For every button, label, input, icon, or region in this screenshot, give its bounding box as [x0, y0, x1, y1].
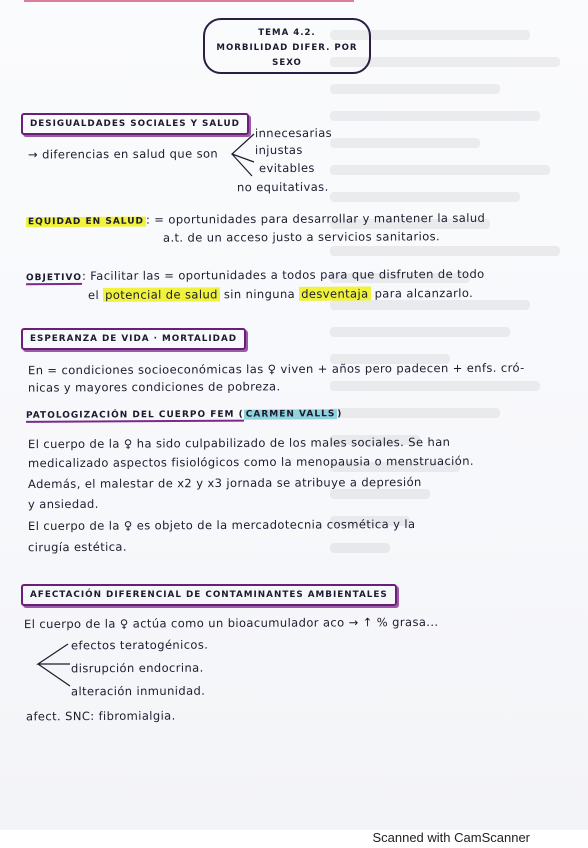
branch-lines-icon	[24, 640, 74, 700]
objetivo-line-2-c: sin ninguna	[219, 286, 300, 302]
equidad-line-1: : = oportunidades para desarrollar y mantener la salud	[145, 210, 486, 227]
heading-patologizacion	[26, 409, 342, 421]
s2-line-2: nicas y mayores condiciones de pobreza.	[27, 379, 281, 395]
pat-line-5: El cuerpo de la ♀ es objeto de la mercadotecnia cosmética y la	[27, 516, 416, 534]
objetivo-term: OBJETIVO	[25, 272, 82, 284]
equidad-paragraph	[26, 211, 485, 227]
s3-line-1: El cuerpo de la ♀ actúa como un bioacumulador aco → ↑ % grasa...	[23, 614, 439, 632]
s1-branch-3: evitables	[258, 160, 315, 176]
pat-line-3: Además, el malestar de x2 y x3 jornada se atribuye a depresión	[27, 474, 422, 492]
objetivo-line-2-a: el	[87, 287, 104, 303]
s3-branch-3: alteración inmunidad.	[70, 683, 206, 699]
pat-line-6: cirugía estética.	[27, 539, 127, 555]
equidad-line-2: a.t. de un acceso justo a servicios sanitarios.	[162, 229, 441, 245]
title-line-3: SEXO	[272, 58, 302, 68]
s1-lead: → diferencias en salud que son	[27, 146, 219, 162]
page-title	[203, 18, 371, 74]
s3-branch-2: disrupción endocrina.	[70, 660, 204, 676]
pat-line-1: El cuerpo de la ♀ ha sido culpabilizado de los males sociales. Se han	[27, 434, 451, 452]
brace-icon	[226, 132, 256, 186]
bleed-through-text	[330, 30, 580, 630]
objetivo-highlight-desventaja: desventaja	[301, 286, 369, 301]
objetivo-line-2	[88, 286, 473, 302]
pat-author: CARMEN VALLS	[245, 409, 336, 420]
heading-contaminantes: AFECTACIÓN DIFERENCIAL DE CONTAMINANTES AMBIENTALES	[21, 584, 397, 606]
s1-branch-4: no equitativas.	[236, 179, 329, 195]
pat-close: )	[337, 409, 343, 420]
objetivo-line-1: : Facilitar las = oportunidades a todos para que disfruten de todo	[81, 266, 485, 283]
title-line-1: TEMA 4.2.	[258, 28, 316, 38]
pat-line-2: medicalizado aspectos fisiológicos como la menopausia o menstruación.	[27, 453, 474, 471]
objetivo-line-2-e: para alcanzarlo.	[370, 285, 474, 301]
equidad-term: EQUIDAD EN SALUD	[27, 216, 144, 228]
scanner-footer	[0, 830, 588, 848]
s1-branch-2: injustas	[254, 142, 303, 158]
s2-line-1: En = condiciones socioeconómicas las ♀ viven + años pero padecen + enfs. cró-	[27, 360, 525, 378]
s3-line-2: afect. SNC: fibromialgia.	[25, 708, 176, 724]
top-edge-mark	[24, 0, 354, 2]
scanner-watermark: Scanned with CamScanner	[372, 830, 530, 845]
s1-branch-1: innecesarias	[254, 125, 333, 141]
pat-heading-text: PATOLOGIZACIÓN DEL CUERPO FEM (	[25, 409, 244, 421]
pat-line-4: y ansiedad.	[27, 496, 99, 512]
s3-branch-1: efectos teratogénicos.	[70, 637, 209, 653]
objetivo-highlight-potencial: potencial de salud	[105, 287, 218, 302]
heading-esperanza: ESPERANZA DE VIDA · MORTALIDAD	[21, 328, 246, 350]
title-line-2: MORBILIDAD DIFER. POR	[216, 43, 358, 53]
heading-desigualdades: DESIGUALDADES SOCIALES Y SALUD	[21, 113, 249, 135]
objetivo-paragraph	[26, 267, 485, 283]
